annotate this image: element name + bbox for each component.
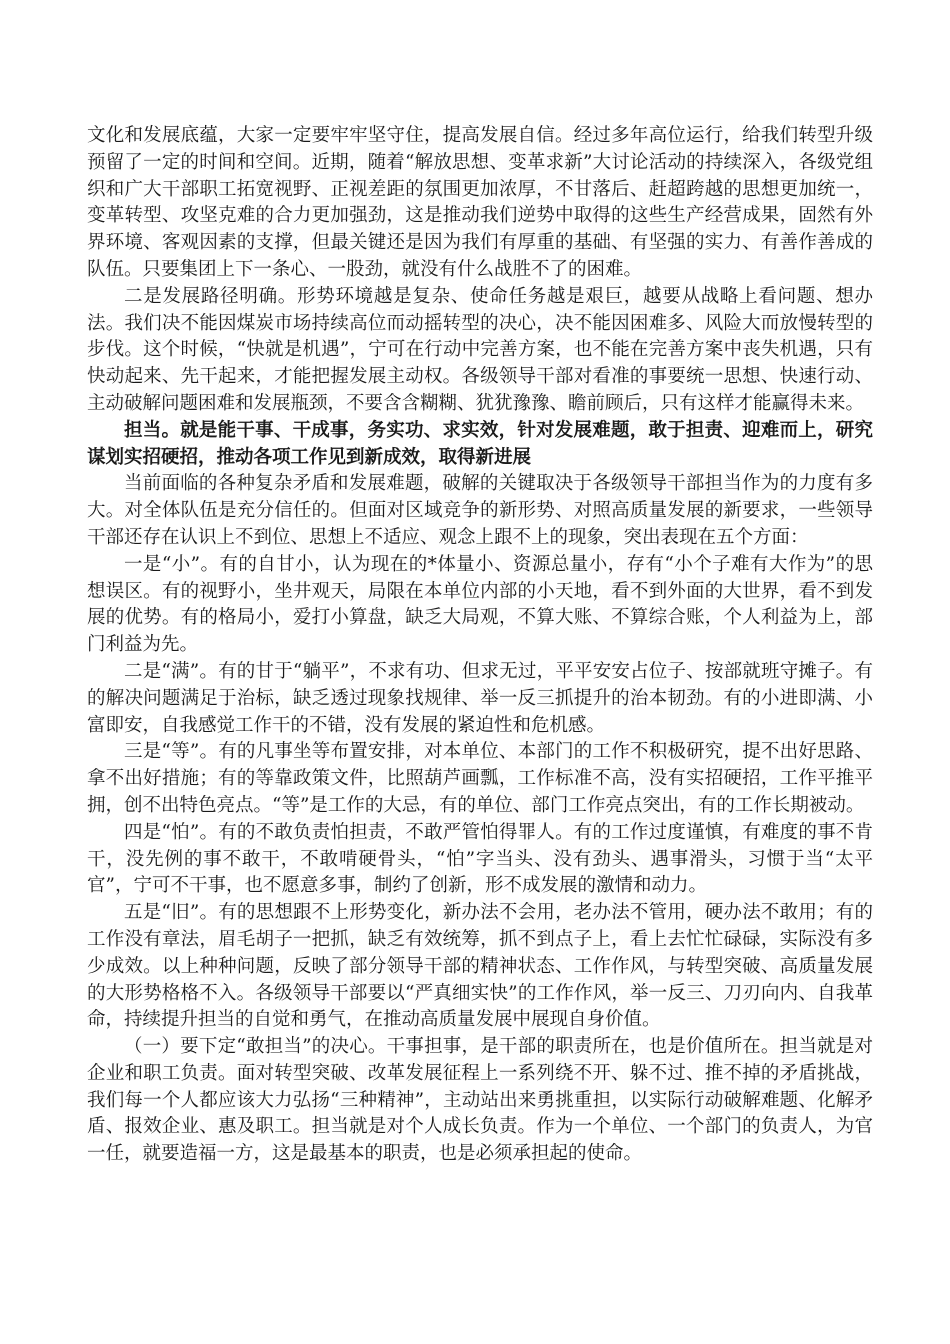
paragraph-current-challenges: 当前面临的各种复杂矛盾和发展难题，破解的关键取决于各级领导干部担当作为的力度有多大。对全体队伍是充分信任的。但面对区域竞争的新形势、对照高质量发展的新要求，一些领导干部还存在认识上不到位、思想上不适应、观念上跟不上的现象，突出表现在五个方面： xyxy=(87,473,873,548)
paragraph-issue-complacent: 二是“满”。有的甘于“躺平”，不求有功、但求无过，平平安安占位子、按部就班守摊子。有的解决问题满足于治标，缺乏透过现象找规律、举一反三抓提升的治本韧劲。有的小进即满、小富即安，自我感觉工作干的不错，没有发展的紧迫性和危机感。 xyxy=(87,660,873,736)
paragraph-development-path: 二是发展路径明确。形势环境越是复杂、使命任务越是艰巨，越要从战略上看问题、想办法。我们决不能因煤炭市场持续高位而动摇转型的决心，决不能因困难多、风险大而放慢转型的步伐。这个时候，“快就是机遇”，宁可在行动中完善方案，也不能在完善方案中丧失机遇，只有快动起来、先干起来，才能把握发展主动权。各级领导干部对看准的事要统一思想、快速行动、主动破解问题困难和发展瓶颈，不要含含糊糊、犹犹豫豫、瞻前顾后，只有这样才能赢得未来。 xyxy=(87,285,873,414)
paragraph-dare-to-take-responsibility: （一）要下定“敢担当”的决心。干事担事，是干部的职责所在，也是价值所在。担当就是对企业和职工负责。面对转型突破、改革发展征程上一系列绕不开、躲不过、推不掉的矛盾挑战，我们每一个人都应该大力弘扬“三种精神”，主动站出来勇挑重担，以实际行动破解难题、化解矛盾、报效企业、惠及职工。担当就是对个人成长负责。作为一个单位、一个部门的负责人，为官一任，就要造福一方，这是最基本的职责，也是必须承担起的使命。 xyxy=(87,1036,873,1165)
document-body xyxy=(87,123,873,1168)
paragraph-issue-small: 一是“小”。有的自甘小，认为现在的*体量小、资源总量小，存有“小个子难有大作为”的思想误区。有的视野小，坐井观天，局限在本单位内部的小天地，看不到外面的大世界，看不到发展的优势。有的格局小，爱打小算盘，缺乏大局观，不算大账、不算综合账，个人利益为上，部门利益为先。 xyxy=(87,553,873,656)
paragraph-continuation: 文化和发展底蕴，大家一定要牢牢坚守住，提高发展自信。经过多年高位运行，给我们转型升级预留了一定的时间和空间。近期，随着“解放思想、变革求新”大讨论活动的持续深入，各级党组织和广大干部职工拓宽视野、正视差距的氛围更加浓厚，不甘落后、赶超跨越的思想更加统一，变革转型、攻坚克难的合力更加强劲，这是推动我们逆势中取得的这些生产经营成果，固然有外界环境、客观因素的支撑，但最关键还是因为我们有厚重的基础、有坚强的实力、有善作善成的队伍。只要集团上下一条心、一股劲，就没有什么战胜不了的困难。 xyxy=(87,125,873,280)
paragraph-issue-fear: 四是“怕”。有的不敢负责怕担责，不敢严管怕得罪人。有的工作过度谨慎，有难度的事不肯干，没先例的事不敢干，不敢啃硬骨头，“怕”字当头、没有劲头、遇事滑头，习惯于当“太平官”，宁可不干事，也不愿意多事，制约了创新，形不成发展的激情和动力。 xyxy=(87,821,873,897)
paragraph-issue-waiting: 三是“等”。有的凡事坐等布置安排，对本单位、本部门的工作不积极研究，提不出好思路、拿不出好措施；有的等靠政策文件，比照葫芦画瓢，工作标准不高，没有实招硬招，工作平推平拥，创不出特色亮点。“等”是工作的大忌，有的单位、部门工作亮点突出，有的工作长期被动。 xyxy=(87,741,873,816)
paragraph-issue-old: 五是“旧”。有的思想跟不上形势变化，新办法不会用，老办法不管用，硬办法不敢用；有的工作没有章法，眉毛胡子一把抓，缺乏有效统筹，抓不到点子上，看上去忙忙碌碌，实际没有多少成效。以上种种问题，反映了部分领导干部的精神状态、工作作风，与转型突破、高质量发展的大形势格格不入。各级领导干部要以“严真细实快”的工作作风，举一反三、刀刃向内、自我革命，持续提升担当的自觉和勇气，在推动高质量发展中展现自身价值。 xyxy=(87,902,873,1031)
section-heading-responsibility: 担当。就是能干事、干成事，务实功、求实效，针对发展难题，敢于担责、迎难而上，研究谋划实招硬招，推动各项工作见到新成效，取得新进展 xyxy=(87,419,873,468)
